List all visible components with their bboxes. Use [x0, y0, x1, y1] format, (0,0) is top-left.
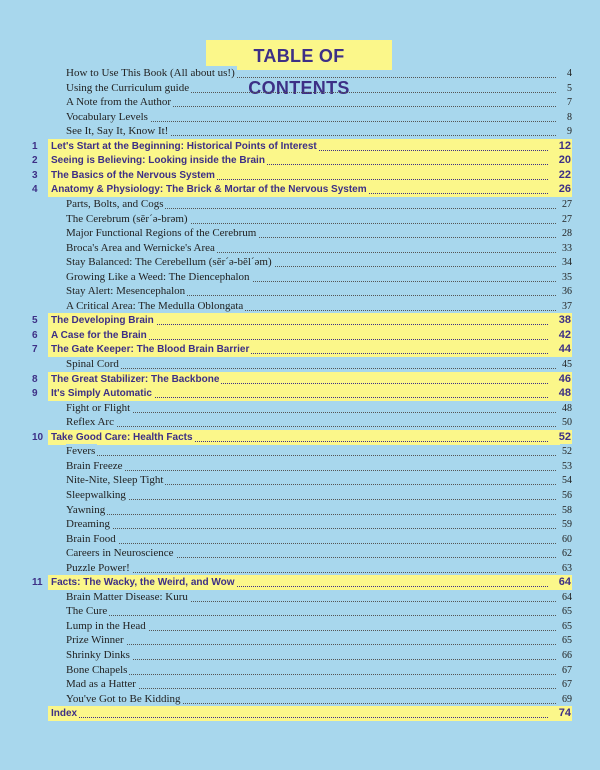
chapter-title: Take Good Care: Health Facts — [51, 431, 193, 443]
toc-section-row[interactable] — [0, 357, 600, 372]
dot-leader — [66, 615, 556, 616]
page-number: 69 — [562, 693, 572, 705]
section-title: Prize Winner — [66, 634, 124, 647]
page-number: 38 — [558, 314, 571, 327]
section-title: Brain Food — [66, 532, 116, 545]
toc-chapter-row[interactable] — [0, 313, 600, 328]
dot-leader — [66, 426, 556, 427]
chapter-title: Facts: The Wacky, the Weird, and Wow — [51, 577, 235, 589]
page-number: 48 — [562, 402, 572, 414]
dot-leader — [66, 514, 556, 515]
section-title: A Note from the Author — [66, 96, 172, 109]
section-title: Parts, Bolts, and Cogs — [66, 197, 164, 210]
chapter-number: 2 — [32, 155, 38, 167]
section-entry — [64, 633, 572, 648]
section-title: Nite-Nite, Sleep Tight — [66, 474, 164, 487]
section-title: You've Got to Be Kidding — [66, 692, 181, 705]
chapter-highlight — [48, 153, 572, 168]
section-entry — [64, 677, 572, 692]
dot-leader — [66, 543, 556, 544]
chapter-title: The Gate Keeper: The Blood Brain Barrier — [51, 344, 250, 356]
dot-leader — [66, 499, 556, 500]
chapter-number: 11 — [32, 577, 43, 589]
dot-leader — [51, 717, 548, 718]
section-entry — [64, 503, 572, 518]
page-number: 63 — [562, 562, 572, 574]
page-number: 46 — [558, 372, 571, 385]
section-entry — [64, 473, 572, 488]
section-title: Stay Alert: Mesencephalon — [66, 285, 186, 298]
toc-section-row[interactable] — [0, 677, 600, 692]
page-number: 36 — [562, 286, 572, 298]
chapter-title: The Basics of the Nervous System — [51, 169, 215, 181]
toc-section-row[interactable] — [0, 517, 600, 532]
section-entry — [64, 226, 572, 241]
page-number: 62 — [562, 548, 572, 560]
section-title: Brain Matter Disease: Kuru — [66, 590, 188, 603]
section-entry — [64, 270, 572, 285]
toc-section-row[interactable] — [0, 401, 600, 416]
chapter-highlight — [48, 575, 572, 590]
toc-chapter-row[interactable] — [0, 139, 600, 154]
page-number: 58 — [562, 504, 572, 516]
section-title: How to Use This Book (All about us!) — [66, 67, 235, 79]
section-entry — [64, 81, 572, 96]
chapter-title: Seeing is Believing: Looking inside the Brain — [51, 155, 265, 167]
page-number: 12 — [558, 139, 571, 152]
section-entry — [64, 532, 572, 547]
chapter-title: Let's Start at the Beginning: Historical Points of Interest — [51, 140, 317, 152]
dot-leader — [66, 688, 556, 689]
toc-section-row[interactable] — [0, 503, 600, 518]
chapter-number: 1 — [32, 140, 38, 152]
page-number: 52 — [562, 446, 572, 458]
chapter-highlight — [48, 182, 572, 197]
chapter-highlight — [48, 372, 572, 387]
page-number: 8 — [567, 111, 572, 123]
page-number: 9 — [567, 126, 572, 138]
chapter-highlight — [48, 313, 572, 328]
toc-section-row[interactable] — [0, 473, 600, 488]
page-number: 5 — [567, 82, 572, 94]
chapter-highlight — [48, 342, 572, 357]
toc-section-row[interactable] — [0, 619, 600, 634]
dot-leader — [66, 455, 556, 456]
section-entry — [64, 444, 572, 459]
toc-section-row[interactable] — [0, 299, 600, 314]
section-title: Fevers — [66, 445, 96, 458]
toc-chapter-row[interactable] — [0, 328, 600, 343]
toc-section-row[interactable] — [0, 604, 600, 619]
toc-section-row[interactable] — [0, 590, 600, 605]
section-entry — [64, 299, 572, 314]
page-number: 34 — [562, 257, 572, 269]
page-number: 66 — [562, 650, 572, 661]
section-entry — [64, 692, 572, 707]
page-number: 60 — [562, 533, 572, 545]
page-number: 54 — [562, 475, 572, 487]
toc-section-row[interactable] — [0, 95, 600, 110]
page-number: 64 — [558, 576, 571, 589]
section-title: Lump in the Head — [66, 619, 146, 632]
toc-section-row[interactable] — [0, 212, 600, 227]
toc-chapter-row[interactable] — [0, 342, 600, 357]
toc-section-row[interactable] — [0, 81, 600, 96]
toc-chapter-row[interactable] — [0, 706, 600, 721]
section-title: Sleepwalking — [66, 488, 126, 501]
toc-section-row[interactable] — [0, 110, 600, 125]
chapter-number: 7 — [32, 344, 38, 356]
section-entry — [64, 95, 572, 110]
section-entry — [64, 110, 572, 125]
toc-section-row[interactable] — [0, 197, 600, 212]
page-number: 33 — [562, 242, 572, 254]
chapter-title: A Case for the Brain — [51, 329, 147, 341]
toc-chapter-row[interactable] — [0, 372, 600, 387]
toc-section-row[interactable] — [0, 226, 600, 241]
page-number: 65 — [562, 635, 572, 647]
chapter-number: 9 — [32, 388, 38, 400]
section-entry — [64, 546, 572, 561]
toc-section-row[interactable] — [0, 692, 600, 707]
chapter-highlight — [48, 386, 572, 401]
dot-leader — [66, 528, 556, 529]
page-number: 27 — [562, 213, 572, 225]
page-number: 48 — [558, 387, 571, 400]
page-number: 28 — [562, 228, 572, 240]
page-number: 67 — [562, 679, 572, 691]
section-title: Broca's Area and Wernicke's Area — [66, 241, 215, 254]
section-entry — [64, 255, 572, 270]
dot-leader — [66, 644, 556, 645]
toc-section-row[interactable] — [0, 255, 600, 270]
page-number: 45 — [562, 359, 572, 370]
chapter-highlight — [48, 168, 572, 183]
toc-section-row[interactable] — [0, 241, 600, 256]
chapter-number: 6 — [32, 329, 38, 341]
page-number: 53 — [562, 460, 572, 472]
page-number: 20 — [558, 154, 571, 167]
page-number: 56 — [562, 489, 572, 501]
section-title: Stay Balanced: The Cerebellum (sĕr´ə-bĕl´əm) — [66, 256, 272, 269]
toc-section-row[interactable] — [0, 444, 600, 459]
page-title: TABLE OF CONTENTS — [206, 40, 392, 70]
toc-chapter-row[interactable] — [0, 430, 600, 445]
toc-section-row[interactable] — [0, 270, 600, 285]
toc-section-row[interactable] — [0, 546, 600, 561]
toc-chapter-row[interactable] — [0, 575, 600, 590]
page-number: 42 — [558, 328, 571, 341]
chapter-title: The Developing Brain — [51, 315, 154, 327]
page-number: 74 — [558, 707, 571, 720]
section-entry — [64, 648, 572, 663]
toc-section-row[interactable] — [0, 561, 600, 576]
toc-section-row[interactable] — [0, 124, 600, 139]
page-number: 52 — [558, 430, 571, 443]
toc-chapter-row[interactable] — [0, 153, 600, 168]
section-entry — [64, 197, 572, 212]
page-number: 22 — [558, 168, 571, 181]
section-title: See It, Say It, Know It! — [66, 125, 169, 138]
toc-section-row[interactable] — [0, 488, 600, 503]
section-title: Mad as a Hatter — [66, 678, 136, 691]
section-title: Reflex Arc — [66, 416, 114, 429]
chapter-title: Index — [51, 708, 78, 720]
dot-leader — [66, 368, 556, 369]
section-entry — [64, 459, 572, 474]
toc-section-row[interactable] — [0, 648, 600, 663]
dot-leader — [66, 470, 556, 471]
section-entry — [64, 212, 572, 227]
section-entry — [64, 590, 572, 605]
section-title: Puzzle Power! — [66, 561, 130, 574]
toc-chapter-row[interactable] — [0, 182, 600, 197]
toc-section-row[interactable] — [0, 415, 600, 430]
toc-section-row[interactable] — [0, 532, 600, 547]
page-number: 37 — [562, 300, 572, 312]
page-number: 67 — [562, 664, 572, 676]
section-entry — [64, 619, 572, 634]
section-entry — [64, 517, 572, 532]
toc-chapter-row[interactable] — [0, 168, 600, 183]
section-title: Fight or Flight — [66, 401, 131, 414]
section-title: The Cerebrum (sĕr´ə-brəm) — [66, 212, 188, 225]
toc-section-row[interactable] — [0, 459, 600, 474]
section-title: Careers in Neuroscience — [66, 547, 174, 560]
section-title: Dreaming — [66, 518, 110, 531]
page-number: 65 — [562, 620, 572, 632]
page-number: 64 — [562, 591, 572, 603]
section-title: Vocabulary Levels — [66, 110, 148, 123]
chapter-title: Anatomy & Physiology: The Brick & Mortar of the Nervous System — [51, 184, 367, 196]
section-entry — [64, 284, 572, 299]
page-number: 59 — [562, 519, 572, 531]
chapter-number: 3 — [32, 169, 38, 181]
section-entry — [64, 561, 572, 576]
section-title: Spinal Cord — [66, 358, 119, 370]
chapter-title: The Great Stabilizer: The Backbone — [51, 373, 220, 385]
section-entry — [64, 124, 572, 139]
page-number: 35 — [562, 271, 572, 283]
section-title: Major Functional Regions of the Cerebrum — [66, 227, 257, 240]
section-title: Bone Chapels — [66, 663, 128, 676]
section-entry — [64, 357, 572, 372]
section-title: Growing Like a Weed: The Diencephalon — [66, 270, 250, 283]
section-entry — [64, 415, 572, 430]
chapter-number: 10 — [32, 431, 44, 443]
chapter-number: 5 — [32, 315, 38, 327]
page-number: 27 — [562, 198, 572, 210]
toc-section-row[interactable] — [0, 663, 600, 678]
section-entry — [64, 488, 572, 503]
section-title: Shrinky Dinks — [66, 649, 130, 661]
chapter-title: It's Simply Automatic — [51, 388, 152, 400]
chapter-number: 8 — [32, 373, 38, 385]
toc-section-row[interactable] — [0, 633, 600, 648]
section-entry — [64, 604, 572, 619]
dot-leader — [66, 412, 556, 413]
dot-leader — [66, 572, 556, 573]
page-number: 7 — [567, 97, 572, 109]
section-title: Using the Curriculum guide — [66, 81, 190, 94]
toc-section-row[interactable] — [0, 66, 600, 81]
toc-section-row[interactable] — [0, 284, 600, 299]
section-title: Brain Freeze — [66, 459, 123, 472]
section-entry — [64, 66, 572, 81]
page-number: 65 — [562, 606, 572, 618]
section-entry — [64, 241, 572, 256]
dot-leader — [66, 674, 556, 675]
chapter-highlight — [48, 139, 572, 154]
toc-chapter-row[interactable] — [0, 386, 600, 401]
page-number: 26 — [558, 183, 571, 196]
page-number: 44 — [558, 343, 571, 356]
section-title: A Critical Area: The Medulla Oblongata — [66, 299, 244, 312]
dot-leader — [66, 659, 556, 660]
page-number: 4 — [567, 68, 572, 79]
page-number: 50 — [562, 417, 572, 429]
chapter-number: 4 — [32, 184, 38, 196]
chapter-highlight — [48, 328, 572, 343]
chapter-highlight — [48, 706, 572, 721]
section-title: Yawning — [66, 503, 106, 516]
section-title: The Cure — [66, 605, 108, 618]
section-entry — [64, 663, 572, 678]
section-entry — [64, 401, 572, 416]
chapter-highlight — [48, 430, 572, 445]
